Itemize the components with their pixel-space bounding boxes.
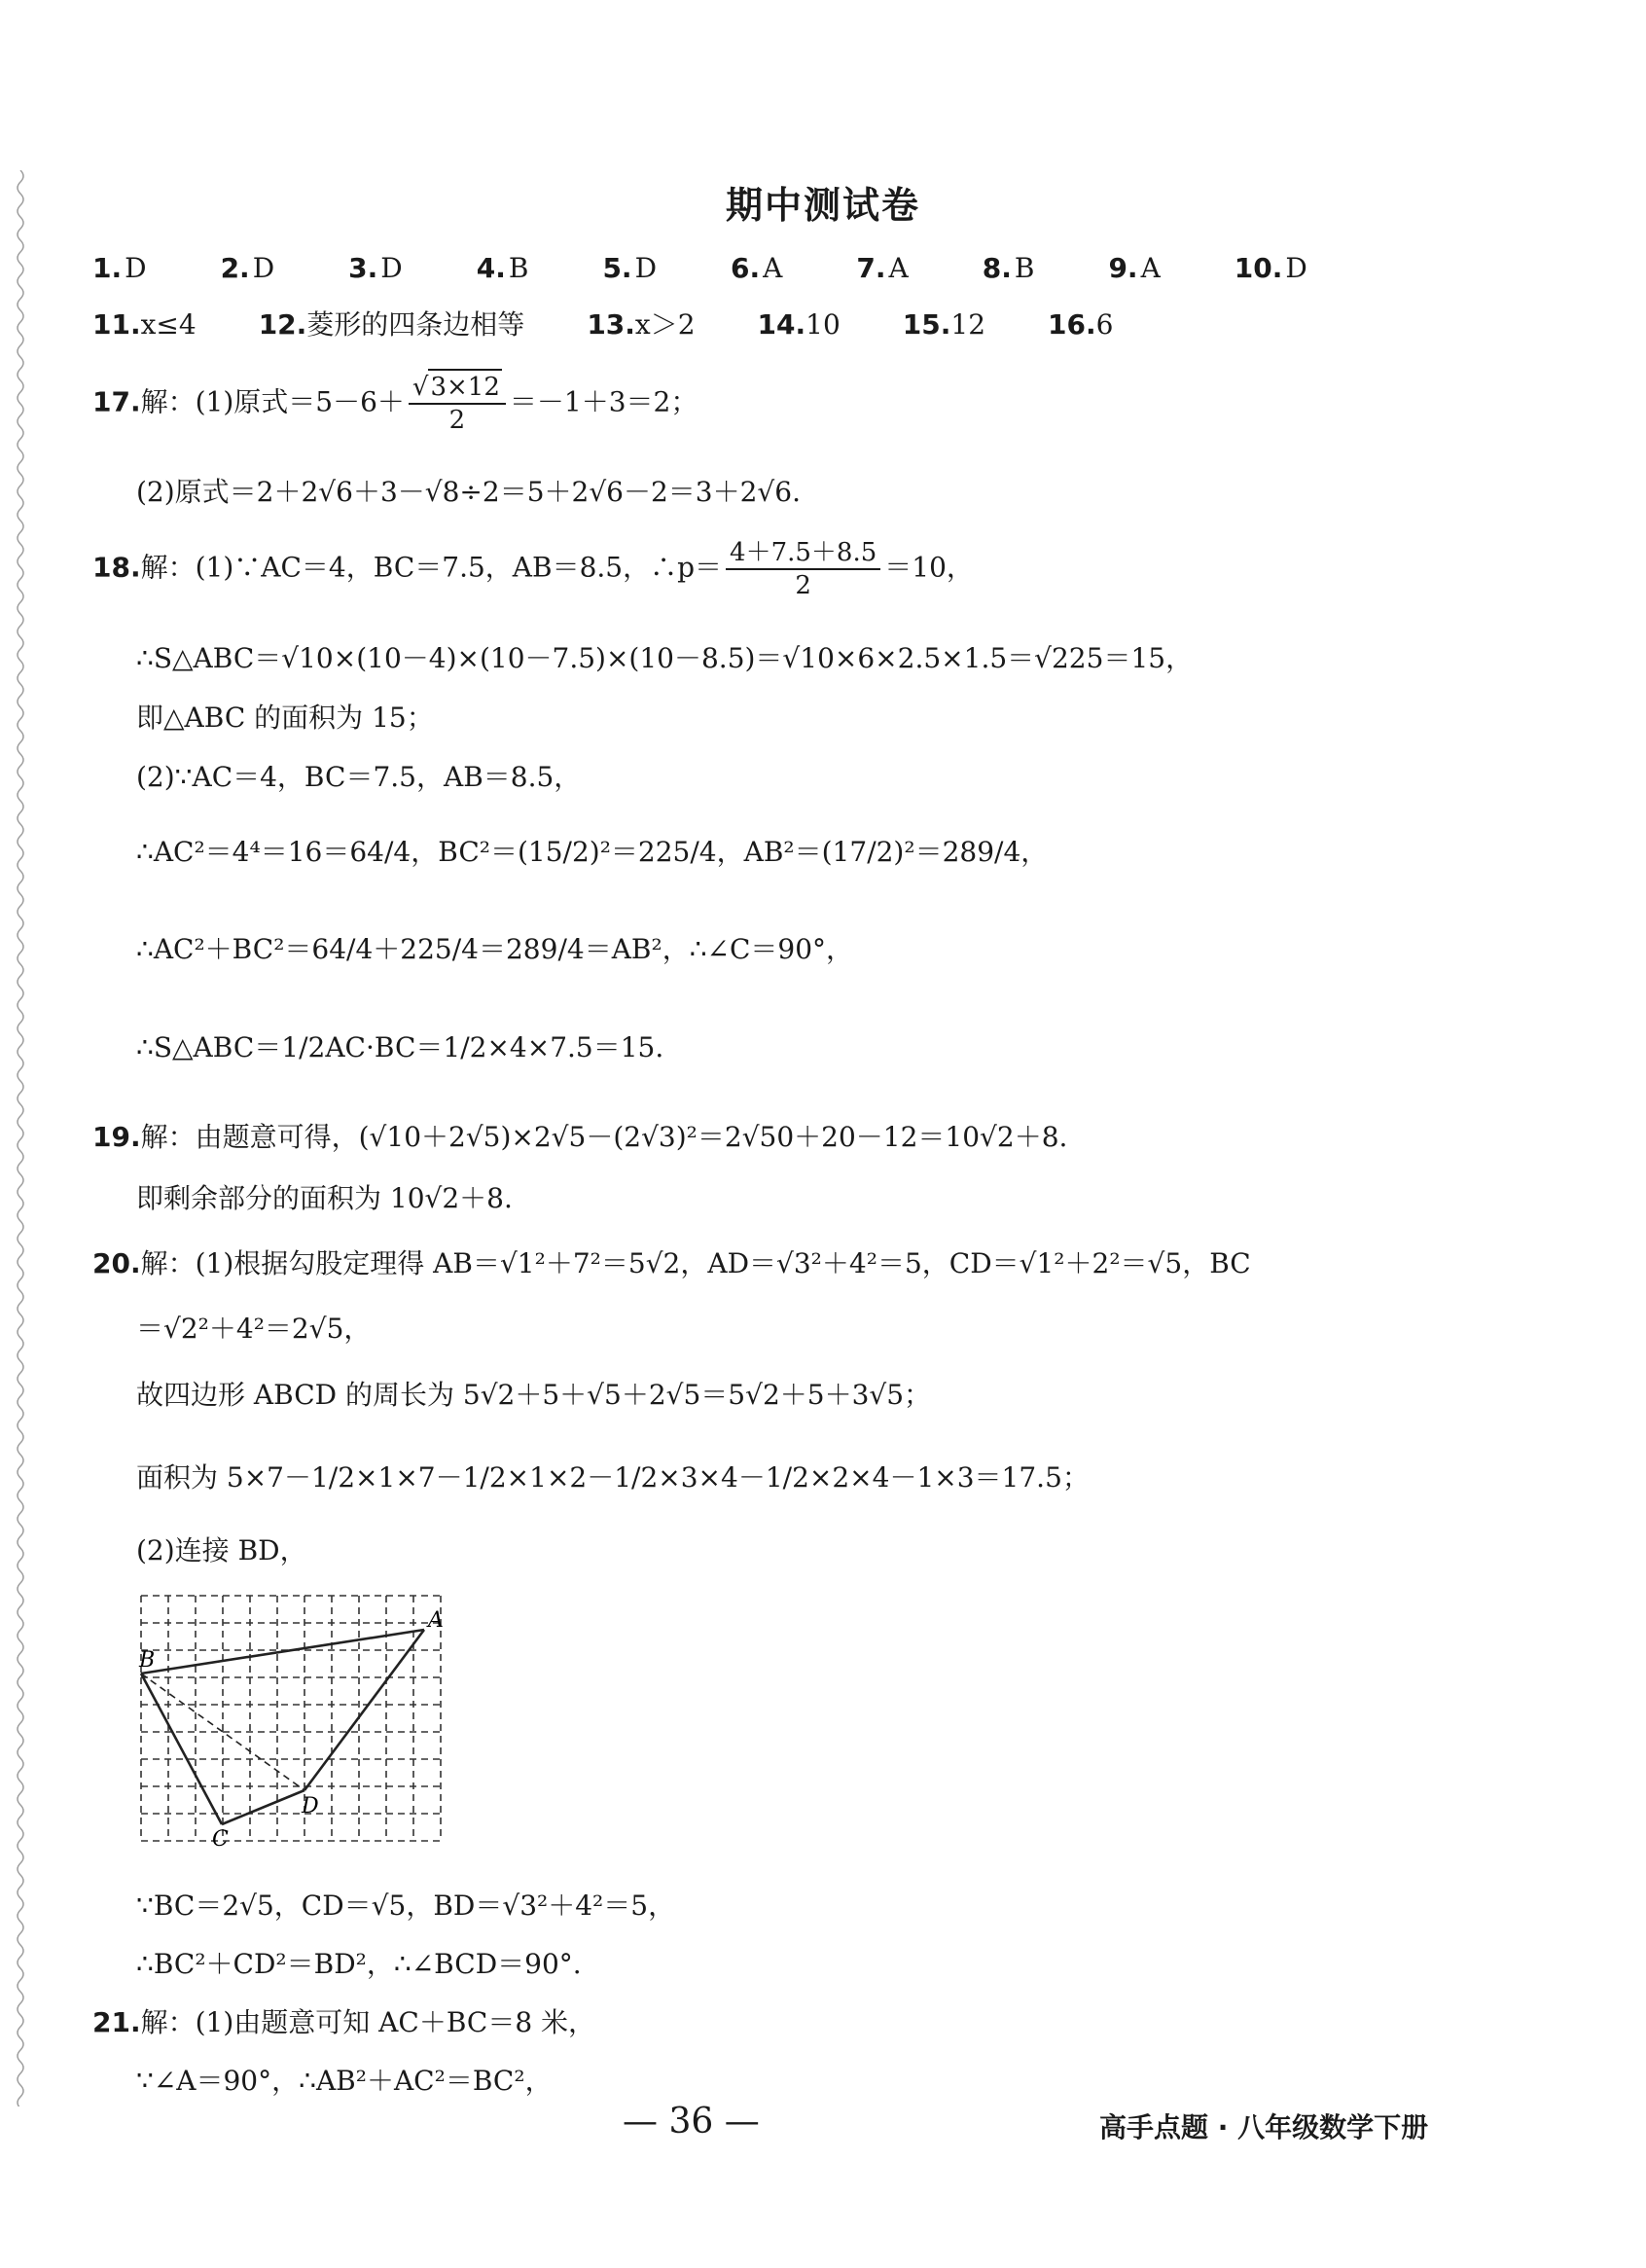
q21-line2: ∵∠A＝90°，∴AB²＋AC²＝BC²， bbox=[136, 2065, 553, 2097]
q18-line5: ∴AC²＝4⁴＝16＝64/4，BC²＝(15/2)²＝225/4，AB²＝(17/2)²＝289/4， bbox=[136, 836, 1049, 868]
mc-answer-item: 10. D bbox=[1234, 252, 1307, 284]
mc-answer-item: 5. D bbox=[602, 252, 658, 284]
book-title: 高手点题 · 八年级数学下册 bbox=[1099, 2111, 1429, 2143]
mc-answer-item: 3. D bbox=[348, 252, 403, 284]
q18-line3: 即△ABC 的面积为 15； bbox=[136, 702, 434, 734]
mc-answer-item: 7. A bbox=[856, 252, 909, 284]
mc-answer-item: 2. D bbox=[220, 252, 275, 284]
q20-number: 20. bbox=[92, 1247, 141, 1279]
q20-line5: (2)连接 BD， bbox=[136, 1534, 307, 1566]
segment-BA bbox=[141, 1630, 424, 1674]
fill-answer-item: 13.x＞2 bbox=[587, 308, 696, 341]
segment-CB bbox=[141, 1674, 222, 1824]
label-A: A bbox=[428, 1608, 444, 1633]
q18-line4: (2)∵AC＝4，BC＝7.5，AB＝8.5， bbox=[136, 761, 582, 793]
q20-line4: 面积为 5×7－1/2×1×7－1/2×1×2－1/2×3×4－1/2×2×4－1×3＝17.5； bbox=[136, 1461, 1090, 1494]
mc-answer-item: 8. B bbox=[982, 252, 1035, 284]
mc-answer-item: 6. A bbox=[731, 252, 783, 284]
q19-line1: 19.解：由题意可得，(√10＋2√5)×2√5－(2√3)²＝2√50＋20－12＝10√2＋8. bbox=[92, 1121, 1068, 1153]
q18-line1: 18.解：(1)∵AC＝4，BC＝7.5，AB＝8.5，∴p＝ $\frac{4+7.5+8.5}{2}$ ＝10， bbox=[92, 538, 974, 600]
mc-answer-item: 4. B bbox=[476, 252, 529, 284]
q20-line6: ∵BC＝2√5，CD＝√5，BD＝√3²＋4²＝5， bbox=[136, 1890, 676, 1922]
q17-number: 17. bbox=[92, 385, 141, 418]
fill-answer-item: 12.菱形的四条边相等 bbox=[258, 308, 525, 341]
segment-AD bbox=[304, 1630, 424, 1790]
mc-answer-row bbox=[92, 252, 1381, 284]
fill-answer-item: 11.x≤4 bbox=[92, 308, 197, 341]
segment-DC bbox=[222, 1790, 304, 1824]
q17-fraction: √ $\frac{3\times 12}{2}$ bbox=[409, 375, 506, 433]
q19-number: 19. bbox=[92, 1121, 141, 1153]
q20-line3: 故四边形 ABCD 的周长为 5√2＋5＋√5＋2√5＝5√2＋5＋3√5； bbox=[136, 1379, 932, 1411]
q18-line2: ∴S△ABC＝√10×(10－4)×(10－7.5)×(10－8.5)＝√10×6×2.5×1.5＝√225＝15， bbox=[136, 642, 1194, 674]
fill-answer-item: 14.10 bbox=[757, 308, 841, 341]
label-D: D bbox=[302, 1794, 319, 1818]
binding-margin-wavy-line bbox=[14, 170, 27, 2106]
mc-answer-item: 9. A bbox=[1108, 252, 1161, 284]
q19-line2: 即剩余部分的面积为 10√2＋8. bbox=[136, 1182, 513, 1214]
quadrilateral-grid-figure bbox=[136, 1591, 467, 1849]
q17-part2: (2)原式＝2＋2√6＋3－√8÷2＝5＋2√6－2＝3＋2√6. bbox=[136, 476, 801, 508]
fill-answer-item: 16.6 bbox=[1048, 308, 1114, 341]
q21-number: 21. bbox=[92, 2006, 141, 2038]
page-number: — 36 — bbox=[623, 2102, 760, 2142]
q21-line1: 21.解：(1)由题意可知 AC＋BC＝8 米， bbox=[92, 2006, 596, 2038]
label-C: C bbox=[212, 1827, 229, 1849]
label-B: B bbox=[139, 1648, 156, 1673]
mc-answer-item: 1. D bbox=[92, 252, 147, 284]
q20-line1: 20.解：(1)根据勾股定理得 AB＝√1²＋7²＝5√2，AD＝√3²＋4²＝5，CD＝√1²＋2²＝√5，BC bbox=[92, 1247, 1251, 1279]
fill-answer-item: 15.12 bbox=[902, 308, 986, 341]
q18-fraction: $\frac{4+7.5+8.5}{2}$ bbox=[726, 540, 880, 598]
q20-line2: ＝√2²＋4²＝2√5， bbox=[136, 1313, 372, 1345]
q20-line7: ∴BC²＋CD²＝BD²，∴∠BCD＝90°. bbox=[136, 1948, 582, 1980]
q18-number: 18. bbox=[92, 551, 141, 584]
q17-part1: 17.解：(1)原式＝5－6＋ √ $\frac{3\times 12}{2}$ ＝－1＋3＝2； bbox=[92, 375, 698, 433]
q18-line7: ∴S△ABC＝1/2AC·BC＝1/2×4×7.5＝15. bbox=[136, 1031, 664, 1063]
page-title: 期中测试卷 bbox=[725, 184, 920, 227]
q18-line6: ∴AC²＋BC²＝64/4＋225/4＝289/4＝AB²，∴∠C＝90°， bbox=[136, 933, 854, 965]
fill-answer-row bbox=[92, 308, 1175, 341]
